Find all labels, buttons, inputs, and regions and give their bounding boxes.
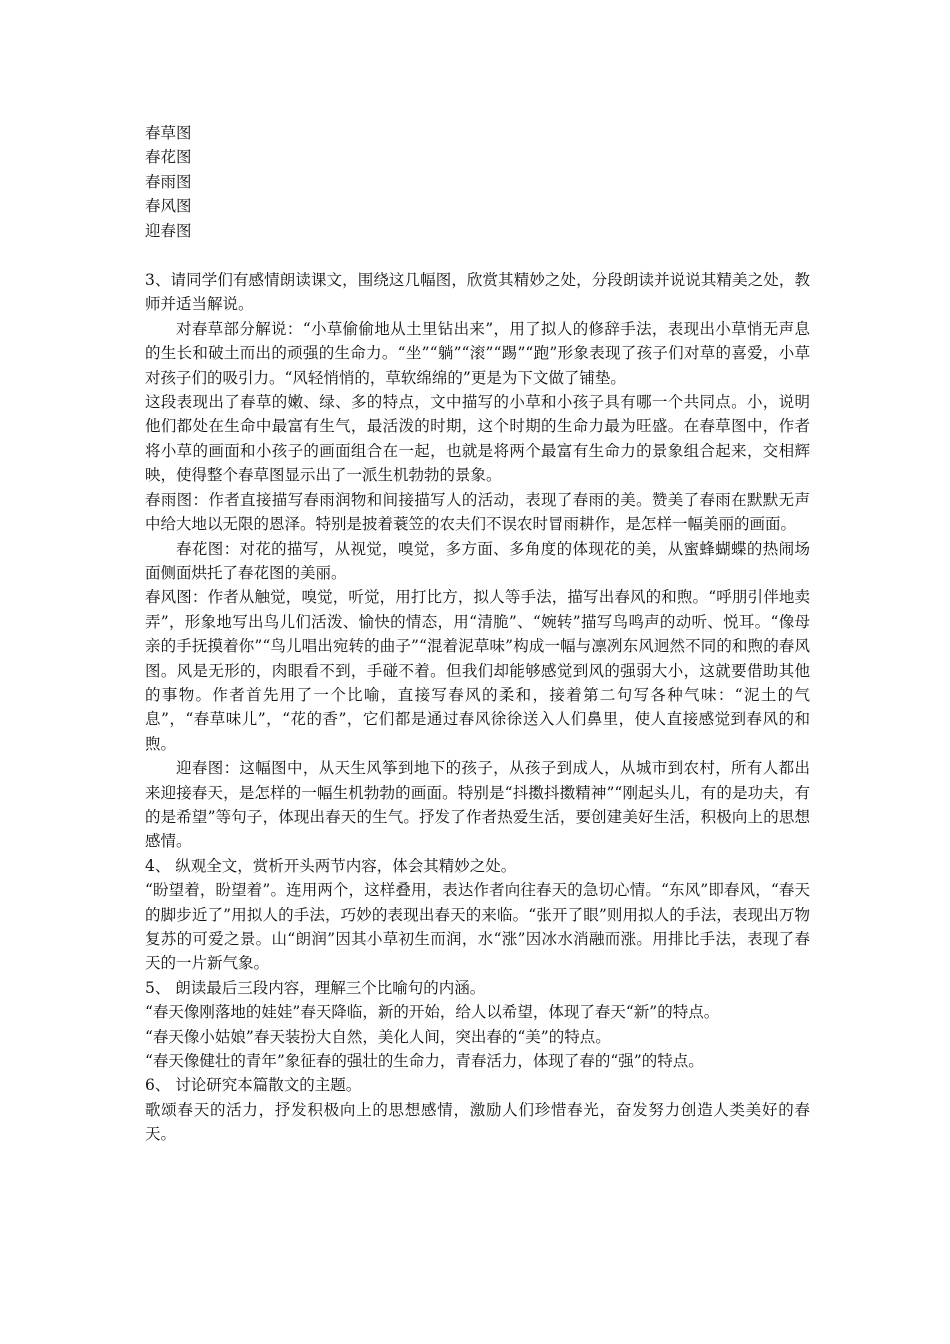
- paragraph-question-4: 4、 纵观全文，赏析开头两节内容，体会其精妙之处。: [145, 856, 517, 875]
- body-text: [145, 268, 810, 1147]
- picture-title-spring-grass: 春草图: [145, 124, 192, 142]
- paragraph-spring-flowers: 春花图：对花的描写，从视觉，嗅觉，多方面、多角度的体现花的美，从蜜蜂蝴蝶的热闹场面侧面烘托了春花图的美丽。: [145, 539, 810, 582]
- picture-title-list: [145, 121, 810, 243]
- blank-line: [145, 243, 810, 268]
- paragraph-spring-grass-features: 这段表现出了春草的嫩、绿、多的特点，文中描写的小草和小孩子具有哪一个共同点。小，说明他们都处在生命中最富有生气，最活泼的时期，这个时期的生命力最为旺盛。在春草图中，作者将小草的画面和小孩子的画面组合在一起，也就是将两个最富有生命力的景象组合起来，交相辉映，使得整个春草图显示出了一派生机勃勃的景象。: [145, 393, 810, 485]
- paragraph-question-5: 5、 朗读最后三段内容，理解三个比喻句的内涵。: [145, 978, 486, 997]
- paragraph-question-3: 3、请同学们有感情朗读课文，围绕这几幅图，欣赏其精妙之处，分段朗读并说说其精美之处，教师并适当解说。: [145, 271, 810, 314]
- paragraph-metaphor-girl: “春天像小姑娘”春天装扮大自然，美化人间，突出春的“美”的特点。: [145, 1027, 611, 1046]
- picture-title-spring-wind: 春风图: [145, 197, 192, 216]
- picture-title-spring-flowers: 春花图: [145, 148, 192, 167]
- paragraph-metaphor-youth: “春天像健壮的青年”象征春的强壮的生命力，青春活力，体现了春的“强”的特点。: [145, 1052, 704, 1071]
- paragraph-question-6: 6、 讨论研究本篇散文的主题。: [145, 1076, 362, 1095]
- paragraph-opening-analysis: “盼望着，盼望着”。连用两个，这样叠用，表达作者向往春天的急切心情。“东风”即春风，“春天的脚步近了”用拟人的手法，巧妙的表现出春天的来临。“张开了眼”则用拟人的手法，表现出万物复苏的可爱之景。山“朗润”因其小草初生而润，水“涨”因冰水消融而涨。用排比手法，表现了春天的一片新气象。: [145, 881, 810, 973]
- paragraph-welcoming-spring: 迎春图：这幅图中，从天生风筝到地下的孩子，从孩子到成人，从城市到农村，所有人都出来迎接春天，是怎样的一幅生机勃勃的画面。特别是“抖擞抖擞精神”“刚起头儿，有的是功夫，有的是希望”等句子，体现出春天的生气。抒发了作者热爱生活，要创建美好生活，积极向上的思想感情。: [145, 759, 810, 851]
- paragraph-spring-rain: 春雨图：作者直接描写春雨润物和间接描写人的活动，表现了春雨的美。赞美了春雨在默默无声中给大地以无限的恩泽。特别是披着蓑笠的农夫们不误农时冒雨耕作，是怎样一幅美丽的画面。: [145, 490, 810, 534]
- picture-title-spring-rain: 春雨图: [145, 172, 192, 191]
- picture-title-welcoming-spring: 迎春图: [145, 221, 192, 240]
- paragraph-theme: 歌颂春天的活力，抒发积极向上的思想感情，激励人们珍惜春光，奋发努力创造人类美好的春天。: [145, 1100, 810, 1144]
- paragraph-spring-grass-explanation: 对春草部分解说：“小草偷偷地从土里钻出来”，用了拟人的修辞手法，表现出小草悄无声息的生长和破土而出的顽强的生命力。“坐”“躺”“滚”“踢”“跑”形象表现了孩子们对草的喜爱，小草对孩子们的吸引力。“风轻悄悄的，草软绵绵的”更是为下文做了铺垫。: [145, 319, 810, 387]
- paragraph-metaphor-baby: “春天像刚落地的娃娃”春天降临，新的开始，给人以希望，体现了春天“新”的特点。: [145, 1003, 720, 1022]
- paragraph-spring-wind: 春风图：作者从触觉，嗅觉，听觉，用打比方，拟人等手法，描写出春风的和煦。“呼朋引伴地卖弄”，形象地写出鸟儿们活泼、愉快的情态，用“清脆”、“婉转”描写鸟鸣声的动听、悦耳。“像母亲的手抚摸着你”“鸟儿唱出宛转的曲子”“混着泥草味”构成一幅与凛冽东风迥然不同的和煦的春风图。风是无形的，肉眼看不到，手碰不着。但我们却能够感觉到风的强弱大小，这就要借助其他的事物。作者首先用了一个比喻，直接写春风的柔和，接着第二句写各种气味：“泥土的气息”，“春草味儿”，“花的香”，它们都是通过春风徐徐送入人们鼻里，使人直接感觉到春风的和煦。: [145, 588, 810, 753]
